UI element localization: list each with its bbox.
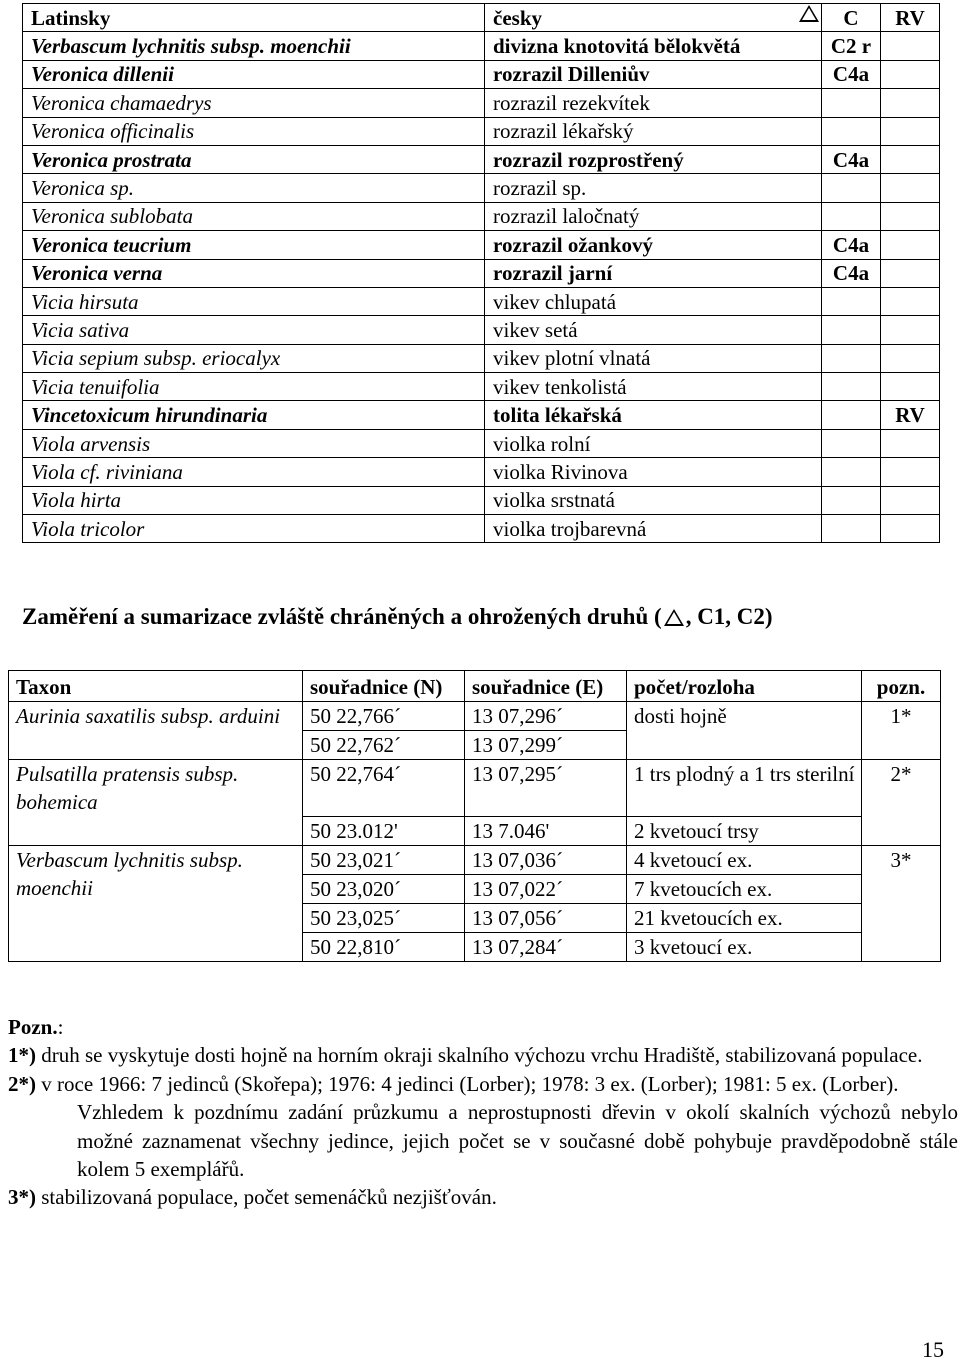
c-cell bbox=[822, 89, 881, 117]
latin-cell: Vicia sepium subsp. eriocalyx bbox=[23, 344, 485, 372]
rv-cell bbox=[881, 117, 940, 145]
coord-e-cell: 13 07,036´ bbox=[465, 846, 627, 875]
species-table-header bbox=[23, 4, 940, 32]
c-cell bbox=[822, 174, 881, 202]
latin-cell: Veronica sublobata bbox=[23, 202, 485, 230]
count-cell: 4 kvetoucí ex. bbox=[627, 846, 862, 875]
czech-cell: rozrazil sp. bbox=[485, 174, 822, 202]
czech-cell: violka Rivinova bbox=[485, 458, 822, 486]
coordinates-table-header bbox=[9, 671, 941, 702]
note-2: 2*) v roce 1966: 7 jedinců (Skořepa); 1976: 4 jedinci (Lorber); 1978: 3 ex. (Lorber); 1981: 5 ex. (Lorber). bbox=[8, 1071, 899, 1096]
rv-cell bbox=[881, 32, 940, 60]
c-cell bbox=[822, 316, 881, 344]
latin-cell: Viola arvensis bbox=[23, 429, 485, 457]
section-heading: Zaměření a sumarizace zvláště chráněných a ohrožených druhů ( , C1, C2) bbox=[22, 604, 773, 629]
coord-e-cell: 13 7.046' bbox=[465, 817, 627, 846]
protected-species-icon bbox=[664, 609, 684, 626]
czech-cell: tolita lékařská bbox=[485, 401, 822, 429]
note-cell: 3* bbox=[862, 846, 941, 962]
latin-cell: Vicia tenuifolia bbox=[23, 373, 485, 401]
latin-cell: Veronica prostrata bbox=[23, 145, 485, 173]
rv-cell bbox=[881, 202, 940, 230]
table-row bbox=[9, 846, 941, 875]
coord-n-cell: 50 22,762´ bbox=[303, 731, 465, 760]
c-cell bbox=[822, 486, 881, 514]
table-row bbox=[23, 373, 940, 401]
table-row bbox=[23, 486, 940, 514]
count-cell: 21 kvetoucích ex. bbox=[627, 904, 862, 933]
table-row bbox=[23, 344, 940, 372]
rv-cell bbox=[881, 145, 940, 173]
czech-cell: rozrazil lékařský bbox=[485, 117, 822, 145]
czech-cell: rozrazil rezekvítek bbox=[485, 89, 822, 117]
table-row bbox=[23, 231, 940, 259]
rv-cell bbox=[881, 287, 940, 315]
note-2-continuation: Vzhledem k pozdnímu zadání průzkumu a neprostupnosti dřevin v okolí skalních výchozů nebylo možné zaznamenat všechny jedince, jejich počet se v současné době pohybuje pravděpodobně stále kolem 5 exemplářů. bbox=[77, 1100, 958, 1182]
c-cell: C4a bbox=[822, 60, 881, 88]
c-cell bbox=[822, 117, 881, 145]
table-row bbox=[23, 287, 940, 315]
rv-cell bbox=[881, 486, 940, 514]
rv-cell bbox=[881, 316, 940, 344]
taxon-cell: Pulsatilla pratensis subsp. bohemica bbox=[9, 760, 303, 846]
coord-n-cell: 50 23,021´ bbox=[303, 846, 465, 875]
table-row bbox=[23, 259, 940, 287]
c-cell bbox=[822, 458, 881, 486]
latin-cell: Verbascum lychnitis subsp. moenchii bbox=[23, 32, 485, 60]
taxon-cell: Aurinia saxatilis subsp. arduini bbox=[9, 702, 303, 760]
c-cell: C2 r bbox=[822, 32, 881, 60]
table-row bbox=[23, 429, 940, 457]
coord-n-cell: 50 22,766´ bbox=[303, 702, 465, 731]
coord-e-cell: 13 07,056´ bbox=[465, 904, 627, 933]
table-row bbox=[23, 316, 940, 344]
table-row bbox=[23, 60, 940, 88]
latin-cell: Veronica verna bbox=[23, 259, 485, 287]
count-cell: dosti hojně bbox=[627, 702, 862, 760]
coord-n-cell: 50 23,025´ bbox=[303, 904, 465, 933]
czech-cell: vikev setá bbox=[485, 316, 822, 344]
rv-cell bbox=[881, 259, 940, 287]
latin-cell: Veronica officinalis bbox=[23, 117, 485, 145]
coord-e-cell: 13 07,296´ bbox=[465, 702, 627, 731]
czech-cell: vikev chlupatá bbox=[485, 287, 822, 315]
latin-cell: Veronica teucrium bbox=[23, 231, 485, 259]
coord-n-cell: 50 23.012' bbox=[303, 817, 465, 846]
table-row bbox=[23, 117, 940, 145]
coordinates-table bbox=[8, 670, 941, 962]
count-cell: 2 kvetoucí trsy bbox=[627, 817, 862, 846]
header-e: souřadnice (E) bbox=[465, 671, 627, 702]
note-cell: 2* bbox=[862, 760, 941, 846]
latin-cell: Veronica chamaedrys bbox=[23, 89, 485, 117]
count-cell: 1 trs plodný a 1 trs sterilní bbox=[627, 760, 862, 817]
rv-cell bbox=[881, 373, 940, 401]
rv-cell bbox=[881, 231, 940, 259]
czech-cell: rozrazil jarní bbox=[485, 259, 822, 287]
czech-cell: violka trojbarevná bbox=[485, 515, 822, 543]
table-row bbox=[23, 515, 940, 543]
header-note: pozn. bbox=[862, 671, 941, 702]
czech-cell: vikev tenkolistá bbox=[485, 373, 822, 401]
czech-cell: vikev plotní vlnatá bbox=[485, 344, 822, 372]
czech-cell: rozrazil ožankový bbox=[485, 231, 822, 259]
table-row bbox=[23, 401, 940, 429]
coord-n-cell: 50 22,764´ bbox=[303, 760, 465, 817]
taxon-cell: Verbascum lychnitis subsp. moenchii bbox=[9, 846, 303, 962]
c-cell: C4a bbox=[822, 259, 881, 287]
header-czech: česky bbox=[485, 4, 822, 32]
note-1: 1*) druh se vyskytuje dosti hojně na horním okraji skalního výchozu vrchu Hradiště, stabilizovaná populace. bbox=[8, 1043, 923, 1068]
c-cell bbox=[822, 344, 881, 372]
note-3: 3*) stabilizovaná populace, počet semenáčků nezjišťován. bbox=[8, 1185, 497, 1210]
table-row bbox=[23, 32, 940, 60]
c-cell bbox=[822, 202, 881, 230]
rv-cell: RV bbox=[881, 401, 940, 429]
c-cell bbox=[822, 401, 881, 429]
header-count: počet/rozloha bbox=[627, 671, 862, 702]
header-taxon: Taxon bbox=[9, 671, 303, 702]
protected-species-icon bbox=[799, 5, 819, 22]
table-row bbox=[23, 89, 940, 117]
latin-cell: Viola hirta bbox=[23, 486, 485, 514]
coord-e-cell: 13 07,284´ bbox=[465, 933, 627, 962]
table-row bbox=[9, 702, 941, 731]
latin-cell: Viola tricolor bbox=[23, 515, 485, 543]
latin-cell: Vincetoxicum hirundinaria bbox=[23, 401, 485, 429]
c-cell bbox=[822, 515, 881, 543]
czech-cell: rozrazil laločnatý bbox=[485, 202, 822, 230]
latin-cell: Vicia sativa bbox=[23, 316, 485, 344]
c-cell bbox=[822, 287, 881, 315]
czech-cell: rozrazil rozprostřený bbox=[485, 145, 822, 173]
c-cell bbox=[822, 429, 881, 457]
coord-e-cell: 13 07,299´ bbox=[465, 731, 627, 760]
header-c: C bbox=[822, 4, 881, 32]
rv-cell bbox=[881, 515, 940, 543]
count-cell: 3 kvetoucí ex. bbox=[627, 933, 862, 962]
page-number: 15 bbox=[922, 1337, 944, 1362]
rv-cell bbox=[881, 458, 940, 486]
table-row bbox=[23, 145, 940, 173]
coord-n-cell: 50 23,020´ bbox=[303, 875, 465, 904]
header-rv: RV bbox=[881, 4, 940, 32]
rv-cell bbox=[881, 344, 940, 372]
header-n: souřadnice (N) bbox=[303, 671, 465, 702]
notes-section: Pozn.: 1*) druh se vyskytuje dosti hojně na horním okraji skalního výchozu vrchu Hradiště, stabilizovaná populace. 2*) v roce 1966: 7 jedinců (Skořepa); 1976: 4 jedinci (Lorber); 1978: 3 ex. (Lorber); 1981: 5 ex. (Lorber). Vzhledem k pozdnímu zadání průzkumu a neprostupnosti dřevin v okolí skalních výchozů nebylo možné zaznamenat všechny jedince, jejich počet se v současné době pohybuje pravděpodobně stále kolem 5 exemplářů. 3*) stabilizovaná populace, počet semenáčků nezjišťován. bbox=[8, 1013, 958, 1212]
rv-cell bbox=[881, 89, 940, 117]
rv-cell bbox=[881, 429, 940, 457]
rv-cell bbox=[881, 60, 940, 88]
table-row bbox=[23, 202, 940, 230]
czech-cell: violka rolní bbox=[485, 429, 822, 457]
latin-cell: Veronica sp. bbox=[23, 174, 485, 202]
czech-cell: divizna knotovitá bělokvětá bbox=[485, 32, 822, 60]
coord-n-cell: 50 22,810´ bbox=[303, 933, 465, 962]
coord-e-cell: 13 07,295´ bbox=[465, 760, 627, 817]
notes-title: Pozn. bbox=[8, 1015, 58, 1039]
count-cell: 7 kvetoucích ex. bbox=[627, 875, 862, 904]
coord-e-cell: 13 07,022´ bbox=[465, 875, 627, 904]
table-row bbox=[23, 174, 940, 202]
note-cell: 1* bbox=[862, 702, 941, 760]
c-cell bbox=[822, 373, 881, 401]
header-latin: Latinsky bbox=[23, 4, 485, 32]
czech-cell: rozrazil Dilleniův bbox=[485, 60, 822, 88]
c-cell: C4a bbox=[822, 231, 881, 259]
latin-cell: Vicia hirsuta bbox=[23, 287, 485, 315]
c-cell: C4a bbox=[822, 145, 881, 173]
species-table bbox=[22, 3, 940, 543]
table-row bbox=[23, 458, 940, 486]
czech-cell: violka srstnatá bbox=[485, 486, 822, 514]
rv-cell bbox=[881, 174, 940, 202]
latin-cell: Viola cf. riviniana bbox=[23, 458, 485, 486]
latin-cell: Veronica dillenii bbox=[23, 60, 485, 88]
table-row bbox=[9, 760, 941, 817]
